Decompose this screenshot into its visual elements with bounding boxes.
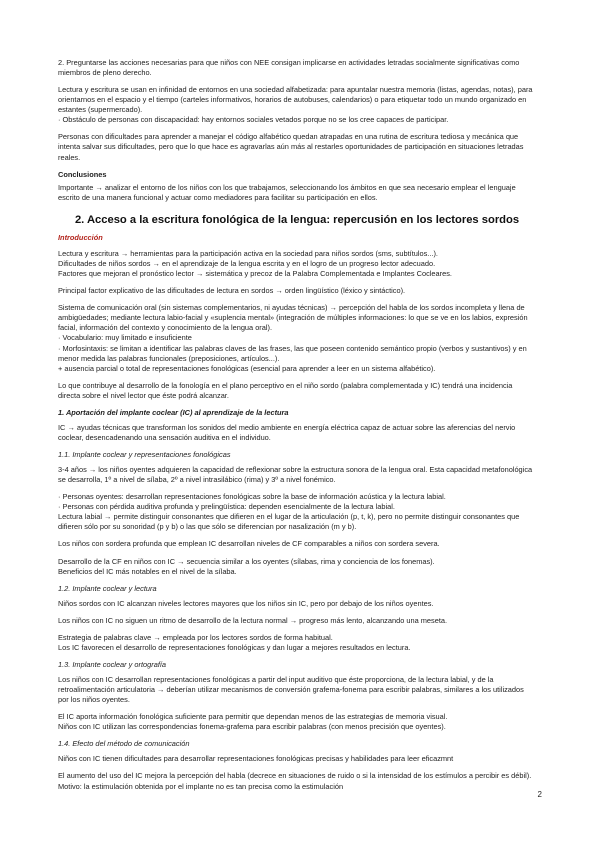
introduction-heading: Introducción <box>58 232 103 242</box>
text-line: · Vocabulario: muy limitado e insuficiente <box>58 333 192 343</box>
text-line: Niños con IC utilizan las correspondencias fonema-grafema para escribir palabras (con menos precisión que oyentes). <box>58 722 446 732</box>
paragraph: Personas con dificultades para aprender a manejar el código alfabético quedan atrapadas en una rutina de escritura tediosa y mecánica que intenta salvar sus dificultades, pero que lo que hace es agravarlas aún más al restarles oportunidades de participación en situaciones letradas reales. <box>58 132 524 162</box>
paragraph <box>58 712 536 732</box>
subsubsection-heading: 1.1. Implante coclear y representaciones fonológicas <box>58 450 231 460</box>
subsection-heading: 1. Aportación del implante coclear (IC) al aprendizaje de la lectura <box>58 407 289 417</box>
text-line: Lectura y escritura se usan en infinidad de entornos en una sociedad alfabetizada: para apuntalar nuestra memoria (listas, agendas, notas), para orientarnos en el espacio y el tiempo (carteles informativos, horarios de autobuses, calendarios) o para etiquetar todo un mundo organizado en estantes (supermercado). <box>58 85 533 115</box>
text-line: · Obstáculo de personas con discapacidad: hay entornos sociales vetados porque no se los cree capaces de participar. <box>58 115 449 125</box>
paragraph: 2. Preguntarse las acciones necesarias para que niños con NEE consigan implicarse en actividades letradas socialmente significativas como miembros de pleno derecho. <box>58 58 520 78</box>
paragraph <box>58 249 536 279</box>
paragraph <box>58 633 536 653</box>
paragraph <box>58 85 536 125</box>
text-line: Estrategia de palabras clave → empleada por los lectores sordos de forma habitual. <box>58 632 333 642</box>
text-line: El IC aporta información fonológica suficiente para permitir que dependan menos de las estrategias de memoria visual. <box>58 712 448 722</box>
text-line: Dificultades de niños sordos → en el aprendizaje de la lengua escrita y en el logro de un progreso lector adecuado. <box>58 259 436 269</box>
paragraph: Los niños con sordera profunda que emplean IC desarrollan niveles de CF comparables a niños con sordera severa. <box>58 539 440 549</box>
section-title: 2. Acceso a la escritura fonológica de la lengua: repercusión en los lectores sordos <box>74 213 520 226</box>
text-line: Beneficios del IC más notables en el nivel de la sílaba. <box>58 566 237 576</box>
paragraph: 3-4 años → los niños oyentes adquieren la capacidad de reflexionar sobre la estructura sonora de la lengua oral. Esta capacidad metafonológica se desarrolla, 1º a nivel de sílaba, 2º a nivel intrasilábico (rima) y 3º a nivel fonémico. <box>58 465 533 485</box>
paragraph: IC → ayudas técnicas que transforman los sonidos del medio ambiente en energía eléctrica capaz de actuar sobre las aferencias del nervio coclear, desencadenando una sensación auditiva en el individuo. <box>58 422 516 442</box>
paragraph <box>58 303 536 373</box>
text-line: Los IC favorecen el desarrollo de representaciones fonológicas y dan lugar a mejores resultados en lectura. <box>58 642 411 652</box>
subsubsection-heading: 1.3. Implante coclear y ortografía <box>58 659 167 669</box>
paragraph: Los niños con IC no siguen un ritmo de desarrollo de la lectura normal → progreso más lento, alcanzando una meseta. <box>58 615 448 625</box>
paragraph: Niños sordos con IC alcanzan niveles lectores mayores que los niños sin IC, pero por debajo de los niños oyentes. <box>58 598 434 608</box>
paragraph <box>58 492 536 532</box>
text-line: Lectura y escritura → herramientas para la participación activa en la sociedad para niños sordos (sms, subtítulos...). <box>58 249 438 259</box>
text-line: Factores que mejoran el pronóstico lector → sistemática y precoz de la Palabra Complementada e Implantes Cocleares. <box>58 269 452 279</box>
text-line: + ausencia parcial o total de representaciones fonológicas (esencial para aprender a leer en un sistema alfabético). <box>58 363 436 373</box>
subsubsection-heading: 1.2. Implante coclear y lectura <box>58 583 157 593</box>
text-line: Desarrollo de la CF en niños con IC → secuencia similar a los oyentes (sílabas, rima y conciencia de los fonemas). <box>58 556 435 566</box>
text-line: · Morfosintaxis: se limitan a identificar las palabras claves de las frases, las que poseen contenido semántico propio (verbos y sustantivos) y en menor medida las palabras funcionales (preposiciones, artículos...). <box>58 343 527 363</box>
paragraph: Principal factor explicativo de las dificultades de lectura en sordos → orden lingüístico (léxico y sintáctico). <box>58 286 406 296</box>
text-line: Sistema de comunicación oral (sin sistemas complementarios, ni ayudas técnicas) → percepción del habla de los sordos incompleta y llena de ambigüedades; mediante lectura labio-facial y «suplencia mental» (integración de múltiples informaciones: lo que se ve en los labios, expresión facial, información del contexto y conocimiento de la lengua oral). <box>58 303 528 333</box>
subsubsection-heading: 1.4. Efecto del método de comunicación <box>58 739 190 749</box>
paragraph <box>58 557 536 577</box>
text-line: Lectura labial → permite distinguir consonantes que difieren en el lugar de la articulación (p, t, k), pero no permite distinguir consonantes que difieren sólo por su sonoridad (p y b) o las que sólo se diferencian por nasalización (m y b). <box>58 512 520 532</box>
paragraph: Lo que contribuye al desarrollo de la fonología en el plano perceptivo en el niño sordo (palabra complementada y IC) tendrá una incidencia directa sobre el nivel lector que éste podrá alcanzar. <box>58 380 513 400</box>
conclusions-heading: Conclusiones <box>58 169 107 179</box>
conclusions-text: Importante → analizar el entorno de los niños con los que trabajamos, seleccionando los ámbitos en que sea necesario emplear el lenguaje escrito de una manera funcional y actuar como mediadores para facilitar su participación en ellos. <box>58 182 516 202</box>
paragraph: Niños con IC tienen dificultades para desarrollar representaciones fonológicas precisas y habilidades para leer eficazmnt <box>58 754 454 764</box>
paragraph: El aumento del uso del IC mejora la percepción del habla (decrece en situaciones de ruido o si la intensidad de los estímulos a percibir es débil). Motivo: la estimulación obtenida por el implante no es tan precisa como la estimulación <box>58 771 532 791</box>
paragraph: Los niños con IC desarrollan representaciones fonológicas a partir del input auditivo que éste proporciona, de la lectura labial, y de la retroalimentación articulatoria → deberían utilizar mecanismos de conversión grafema-fonema para escribir palabras, similares a los utilizados por los niños oyentes. <box>58 675 524 705</box>
text-line: · Personas con pérdida auditiva profunda y prelingüística: dependen esencialmente de la lectura labial. <box>58 502 395 512</box>
page-number: 2 <box>537 790 542 799</box>
text-line: · Personas oyentes: desarrollan representaciones fonológicas sobre la base de información acústica y la lectura labial. <box>58 492 446 502</box>
